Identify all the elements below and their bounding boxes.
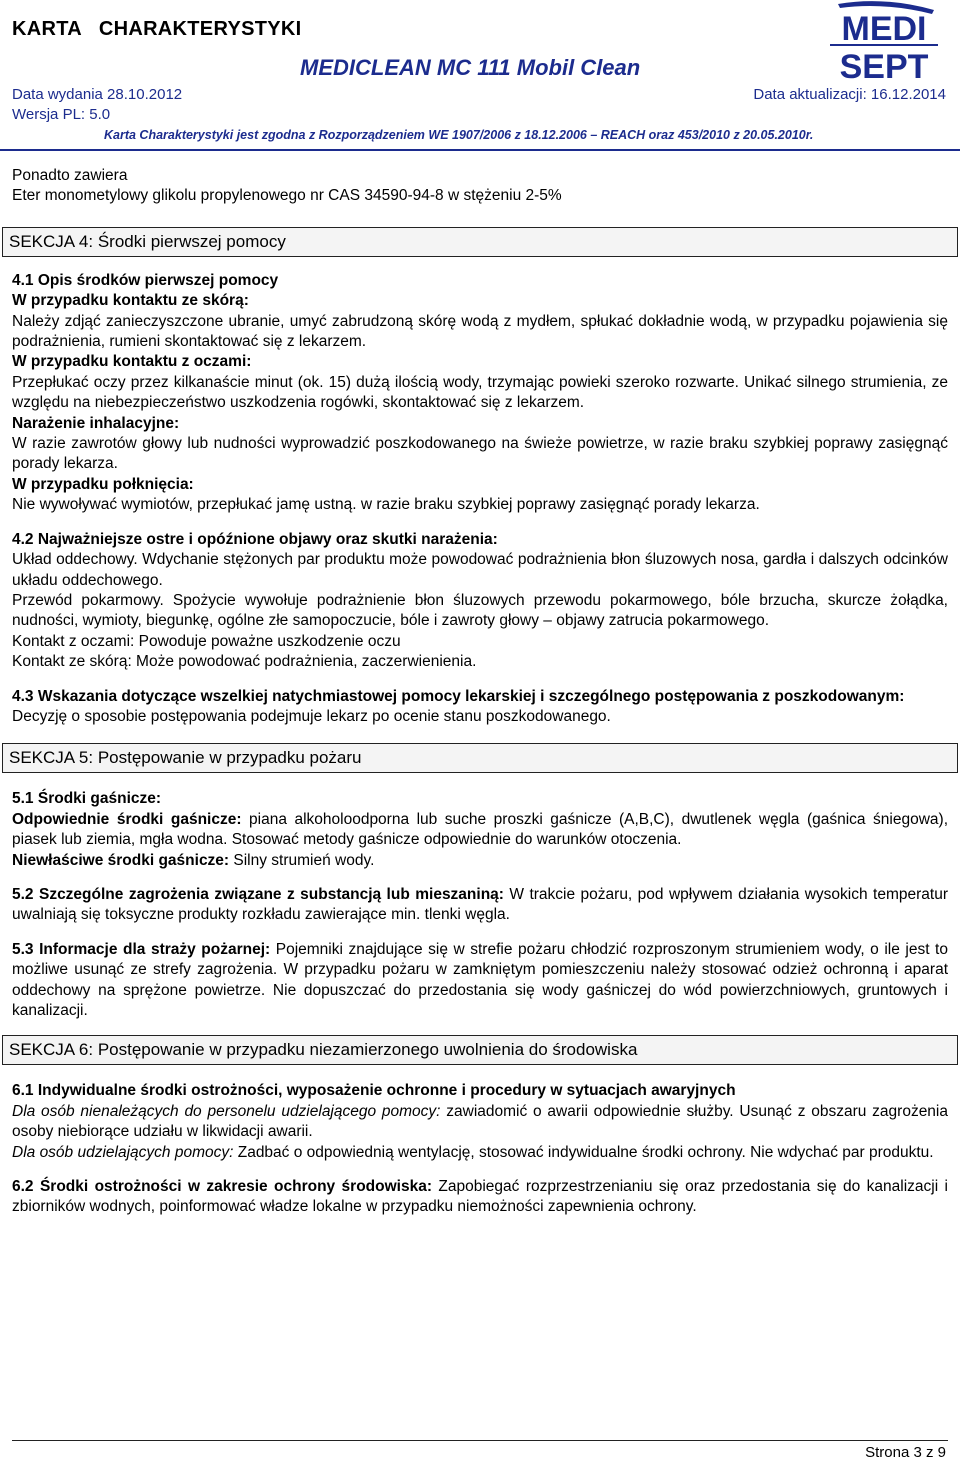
term: Niewłaściwe środki gaśnicze: [12, 851, 230, 869]
paragraph [12, 1177, 948, 1218]
term: Odpowiednie środki gaśnicze: [12, 810, 242, 828]
logo-bottom-text: SEPT [839, 48, 929, 86]
subsection-heading: 4.2 Najważniejsze ostre i opóźnione objawy oraz skutki narażenia: [12, 530, 498, 548]
term: Dla osób nienależących do personelu udzielającego pomocy: [12, 1102, 441, 1120]
header-rule [0, 149, 960, 151]
subsection-heading: 4.1 Opis środków pierwszej pomocy [12, 271, 279, 289]
term: Dla osób udzielających pomocy: [12, 1143, 234, 1161]
term-text: zawiadomić o awarii odpowiednie służby. Usunąć z obszaru zagrożenia osoby niebiorące udziału w likwidacji awarii. [12, 1102, 948, 1141]
subsection-heading: 5.1 Środki gaśnicze: [12, 790, 162, 808]
paragraph: Decyzję o sposobie postępowania podejmuje lekarz po ocenie stanu poszkodowanego. [12, 707, 611, 725]
paragraph: Kontakt z oczami: Powoduje poważne uszkodzenie oczu [12, 632, 401, 650]
update-date: Data aktualizacji: 16.12.2014 [753, 86, 946, 103]
section-4-heading: SEKCJA 4: Środki pierwszej pomocy [2, 227, 958, 257]
page-number: Strona 3 z 9 [865, 1444, 946, 1461]
version: Wersja PL: 5.0 [12, 106, 111, 123]
paragraph: Przewód pokarmowy. Spożycie wywołuje podrażnienie błon śluzowych przewodu pokarmowego, bóle brzucha, skurcze żołądka, nudności, wymioty, biegunkę, ogólne złe samopoczucie, bóle i zawroty głowy – objawy zatrucia pokarmowego. [12, 591, 948, 630]
paragraph: Kontakt ze skórą: Może powodować podrażnienia, zaczerwienienia. [12, 653, 477, 671]
paragraph [12, 1143, 948, 1163]
term-text: piana alkoholoodporna lub suche proszki gaśnicze (A,B,C), dwutlenek węgla (gaśnica śniegowa), piasek lub ziemia, mgła wodna. Stosować metody gaśnicze odpowiednie do warunków otoczenia. [12, 810, 948, 849]
paragraph: W razie zawrotów głowy lub nudności wyprowadzić poszkodowanego na świeże powietrze, w razie braku szybkiej poprawy zasięgnąć porady lekarza. [12, 435, 948, 473]
regulation-note: Karta Charakterystyki jest zgodna z Rozporządzeniem WE 1907/2006 z 18.12.2006 – REACH oraz 453/2010 z 20.05.2010r. [104, 128, 814, 142]
product-name: MEDICLEAN MC 111 Mobil Clean [300, 55, 641, 80]
paragraph: Nie wywoływać wymiotów, przepłukać jamę ustną. w razie braku szybkiej poprawy zasięgnąć porady lekarza. [12, 496, 760, 514]
term-text: Silny strumień wody. [229, 851, 375, 869]
document-body [9, 166, 948, 1218]
term-text: Pojemniki znajdujące się w strefie pożaru chłodzić rozproszonym strumieniem wody, o ile jest to możliwe usunąć ze strefy zagrożenia. W przypadku pożaru w zamkniętym pomieszczeniu należy stosować odzież ochronną i aparat oddechowy na sprężone powietrze. Nie dopuszczać do przedostania się wody gaśniczej do wód powierzchniowych, gruntowych i kanalizacji. [12, 940, 948, 1019]
paragraph [12, 940, 948, 1022]
intro-line: Eter monometylowy glikolu propylenowego nr CAS 34590-94-8 w stężeniu 2-5% [12, 187, 562, 205]
term-text: Zadbać o odpowiednią wentylację, stosować indywidualne środki ochrony. Nie wdychać par produktu. [233, 1143, 934, 1161]
subsection-heading: 6.1 Indywidualne środki ostrożności, wyposażenie ochronne i procedury w sytuacjach awaryjnych [12, 1082, 736, 1100]
subsection-heading: 6.2 Środki ostrożności w zakresie ochrony środowiska: [12, 1178, 433, 1196]
paragraph: Należy zdjąć zanieczyszczone ubranie, umyć zabrudzoną skórę wodą z mydłem, spłukać dokładnie wodą, w przypadku pojawienia się podrażnienia, rumieni skontaktować się z lekarzem. [12, 312, 948, 351]
logo-top-text: MEDI [841, 10, 927, 48]
paragraph-heading: W przypadku połknięcia: [12, 475, 194, 493]
paragraph: Układ oddechowy. Wdychanie stężonych par produktu może powodować podrażnienia błon śluzowych nosa, gardła i dalszych odcinków układu oddechowego. [12, 551, 948, 589]
document-header [0, 0, 960, 150]
paragraph [12, 1102, 948, 1143]
section-5-heading: SEKCJA 5: Postępowanie w przypadku pożaru [2, 743, 958, 773]
footer-rule [12, 1440, 948, 1441]
issue-date: Data wydania 28.10.2012 [12, 86, 183, 103]
paragraph: Przepłukać oczy przez kilkanaście minut (ok. 15) dużą ilością wody, trzymając powieki szeroko rozwarte. Unikać silnego strumienia, ze względu na niebezpieczeństwo uszkodzenia rogówki, skontaktować się z lekarzem. [12, 373, 948, 412]
paragraph [12, 851, 948, 871]
term-text: W trakcie pożaru, pod wpływem działania wysokich temperatur uwalniają się toksyczne produkty rozkładu zawierające min. tlenki węgla. [12, 885, 948, 924]
intro-line: Ponadto zawiera [12, 167, 128, 184]
subsection-heading: 4.3 Wskazania dotyczące wszelkiej natychmiastowej pomocy lekarskiej i szczególnego postępowania z poszkodowanym: [12, 687, 905, 705]
term-text: Zapobiegać rozprzestrzenianiu się oraz przedostania się do kanalizacji i zbiorników wodnych, poinformować władze lokalne w przypadku niemożności zapewnienia ochrony. [12, 1178, 948, 1216]
subsection-heading: 5.3 Informacje dla straży pożarnej: [12, 940, 271, 958]
subsection-heading: 5.2 Szczególne zagrożenia związane z substancją lub mieszaniną: [12, 885, 504, 903]
medisept-logo [824, 0, 944, 86]
paragraph [12, 810, 948, 851]
section-6-heading: SEKCJA 6: Postępowanie w przypadku niezamierzonego uwolnienia do środowiska [2, 1035, 958, 1065]
paragraph-heading: W przypadku kontaktu ze skórą: [12, 292, 249, 310]
paragraph [12, 885, 948, 926]
paragraph-heading: Narażenie inhalacyjne: [12, 414, 180, 432]
paragraph-heading: W przypadku kontaktu z oczami: [12, 353, 252, 371]
document-title: KARTA CHARAKTERYSTYKI [12, 18, 302, 40]
